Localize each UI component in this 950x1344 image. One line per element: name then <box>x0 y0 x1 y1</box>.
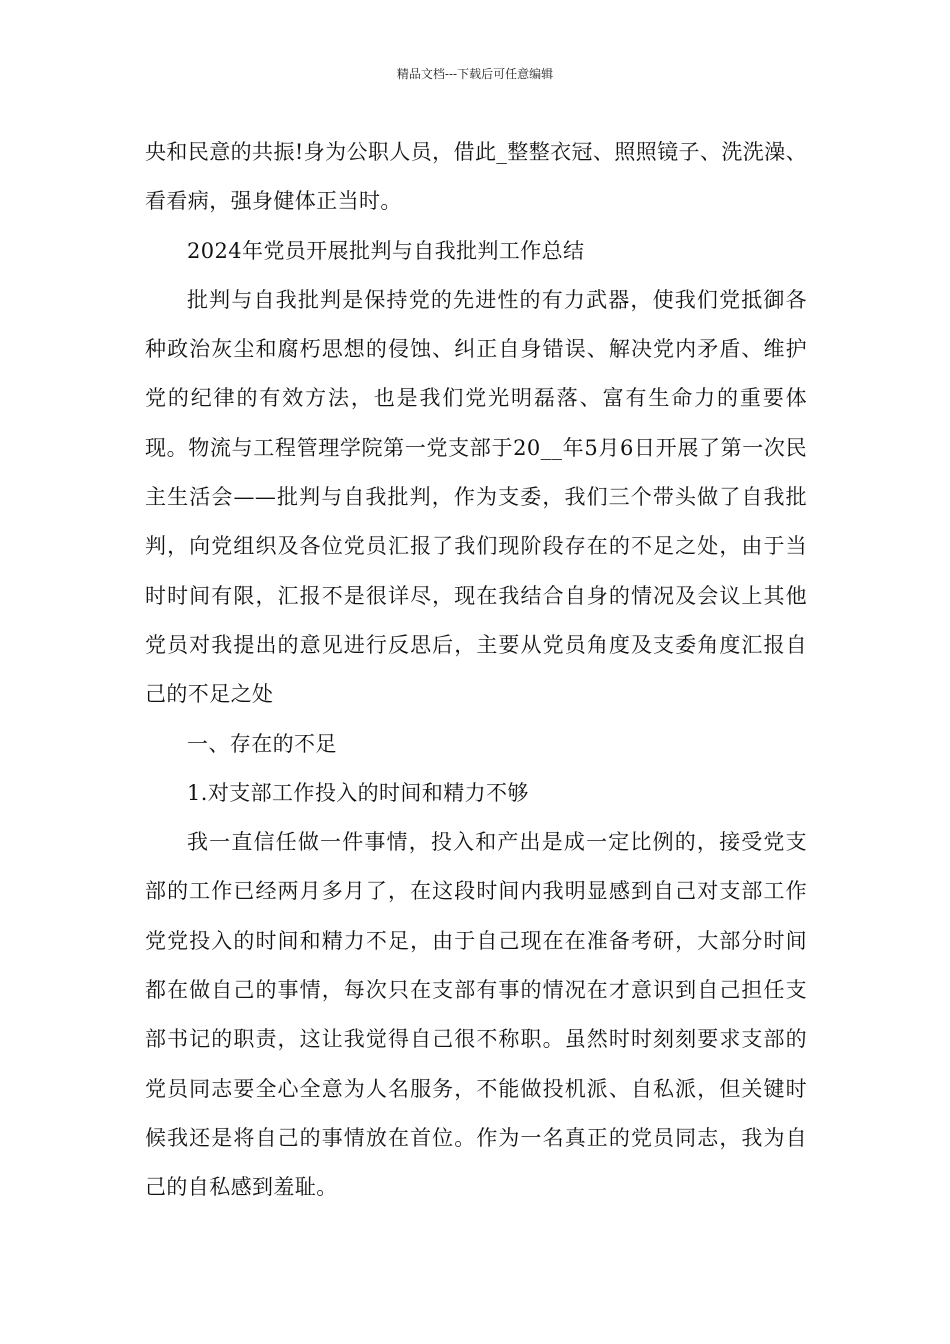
page-header: 精品文档---下载后可任意编辑 <box>396 67 554 81</box>
paragraph-intro: 批判与自我批判是保持党的先进性的有力武器，使我们党抵御各种政治灰尘和腐朽思想的侵蚀、纠正自身错误、解决党内矛盾、维护党的纪律的有效方法，也是我们党光明磊落、富有生命力的重要体现。物流与工程管理学院第一党支部于20__年5月6日开展了第一次民主生活会——批判与自我批判，作为支委，我们三个带头做了自我批判，向党组织及各位党员汇报了我们现阶段存在的不足之处，由于当时时间有限，汇报不是很详尽，现在我结合自身的情况及会议上其他党员对我提出的意见进行反思后，主要从党员角度及支委角度汇报自己的不足之处 <box>145 287 807 707</box>
paragraph-continuation: 央和民意的共振!身为公职人员，借此_整整衣冠、照照镜子、洗洗澡、看看病，强身健体正当时。 <box>145 140 807 214</box>
heading-shortcomings: 一、存在的不足 <box>187 731 337 756</box>
subheading-time-effort: 1.对支部工作投入的时间和精力不够 <box>187 780 529 805</box>
paragraph-reflection: 我一直信任做一件事情，投入和产出是成一定比例的，接受党支部的工作已经两月多月了，在这段时间内我明显感到自己对支部工作党党投入的时间和精力不足，由于自己现在在准备考研，大部分时间都在做自己的事情，每次只在支部有事的情况在才意识到自己担任支部书记的职责，这让我觉得自己很不称职。虽然时时刻刻要求支部的党员同志要全心全意为人名服务，不能做投机派、自私派，但关键时候我还是将自己的事情放在首位。作为一名真正的党员同志，我为自己的自私感到羞耻。 <box>145 830 807 1200</box>
document-body <box>145 128 807 1213</box>
section-title: 2024年党员开展批判与自我批判工作总结 <box>187 238 585 263</box>
